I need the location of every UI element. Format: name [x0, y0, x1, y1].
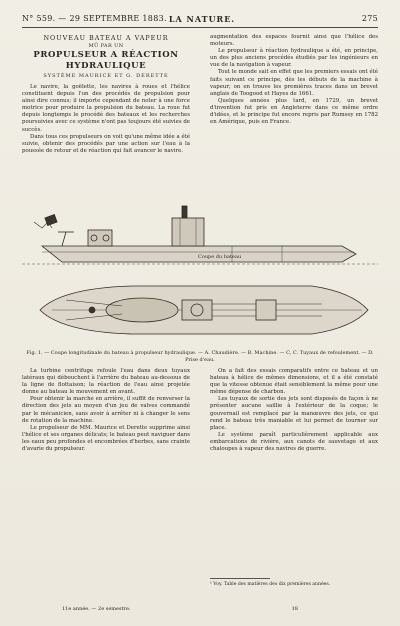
article-connector: MÛ PAR UN — [88, 43, 124, 49]
boat-diagram — [22, 188, 378, 348]
paragraph: Tout le monde sait en effet que les premiers essais ont été faits suivant ce principe, dès les débuts de la machine à vapeur; on en trouve les premières traces dans un brevet anglais de Toogood et Hayes de 1661. — [210, 69, 378, 97]
paragraph: Quelques années plus tard, en 1729, un brevet d'invention fut pris en Angleterre dans ce même ordre d'idées, et le principe fut encore repris par Rumsey en 1782 en Amérique, puis en France. — [210, 97, 378, 126]
journal-title: LA NATURE. — [168, 14, 236, 24]
paragraph: augmentation des espaces fournit ainsi que l'hélice des moteurs. — [210, 34, 378, 48]
signature-mark: 18 — [291, 606, 298, 612]
paragraph: Le navire, la goëlette, les navires à roues et l'hélice constituent depuis l'un des procédés de propulsion pour ainsi dire connus; il importe cependant de noter à une force motrice pour produire la propulsion du bateau. La roue fut depuis longtemps le procédé des bateaux et les recherches poursuivies avec ce système n'ont pas toujours été suivies de succès. — [22, 84, 190, 133]
column-right-bottom — [210, 368, 378, 453]
paragraph: Le propulseur à réaction hydraulique a été, en principe, un des plus anciens procédés étudiés par les ingénieurs en vue de la navigation à vapeur. — [210, 48, 378, 69]
footnote: ¹ Voy. Table des matières des dix premières années. — [210, 582, 331, 587]
figure-caption: Fig. 1. — Coupe longitudinale du bateau à propulseur hydraulique. — A. Chaudière. — B. Machine. — C, C. Tuyaux de refoulement. — D. Prise d'eau. — [26, 350, 374, 363]
paragraph: Les tuyaux de sortie des jets sont disposés de façon à ne présenter aucune saillie à l'extérieur de la coque; le gouvernail est remplacé par la manœuvre des jets, ce qui rend le bateau très maniable et lui permet de tourner sur place. — [210, 396, 378, 431]
column-left-top — [22, 34, 190, 155]
paragraph: La turbine centrifuge refoule l'eau dans deux tuyaux latéraux qui débouchent à l'arrière du bateau au-dessous de la ligne de flottaison; la réaction de l'eau ainsi projetée donne au bateau le mouvement en avant. — [22, 368, 190, 396]
volume-note: 11e année. — 2e semestre. — [62, 606, 131, 612]
paragraph: Le propulseur de MM. Maurice et Derette supprime ainsi l'hélice et ses organes délicats; le bateau peut naviguer dans les eaux peu profondes et encombrées d'herbes, sans crainte d'avarie du propulseur. — [22, 424, 190, 453]
column-left-bottom — [22, 368, 190, 453]
boat-engraving — [22, 188, 378, 348]
header-rule — [22, 27, 378, 28]
page-footer — [22, 606, 378, 616]
paragraph: Pour obtenir la marche en arrière, il suffit de renverser la direction des jets au moyen d'un jeu de valves commandé par le mécanicien, sans avoir à arrêter ni à changer le sens de rotation de la machine. — [22, 396, 190, 424]
page-number: 275 — [361, 14, 378, 23]
column-right-top — [210, 34, 378, 126]
article-title: PROPULSEUR A RÉACTION HYDRAULIQUE — [33, 50, 179, 71]
footnote-rule — [210, 578, 270, 579]
paragraph: On a fait des essais comparatifs entre ce bateau et un bateau à hélice de mêmes dimensions, et il a été constaté que la vitesse obtenue était sensiblement la même pour une même dépense de charbon. — [210, 368, 378, 396]
paragraph: Le système paraît particulièrement applicable aux embarcations de rivière, aux canots de sauvetage et aux chaloupes à vapeur des navires de guerre. — [210, 431, 378, 453]
boat-plan — [40, 286, 368, 334]
issue-date: N° 559. — 29 SEPTEMBRE 1883. — [22, 14, 167, 23]
paragraph: Dans tous ces propulseurs on voit qu'une même idée a été suivie, obtenir des procédés par une action sur l'eau à la poussée de retour et de réaction qui fait avancer le navire. — [22, 133, 190, 154]
figure-label: Coupe du bateau — [198, 254, 242, 260]
article-headline — [22, 34, 190, 80]
article-kicker: NOUVEAU BATEAU A VAPEUR — [43, 34, 169, 42]
article-system: SYSTÈME MAURICE ET G. DERETTE — [43, 73, 169, 79]
